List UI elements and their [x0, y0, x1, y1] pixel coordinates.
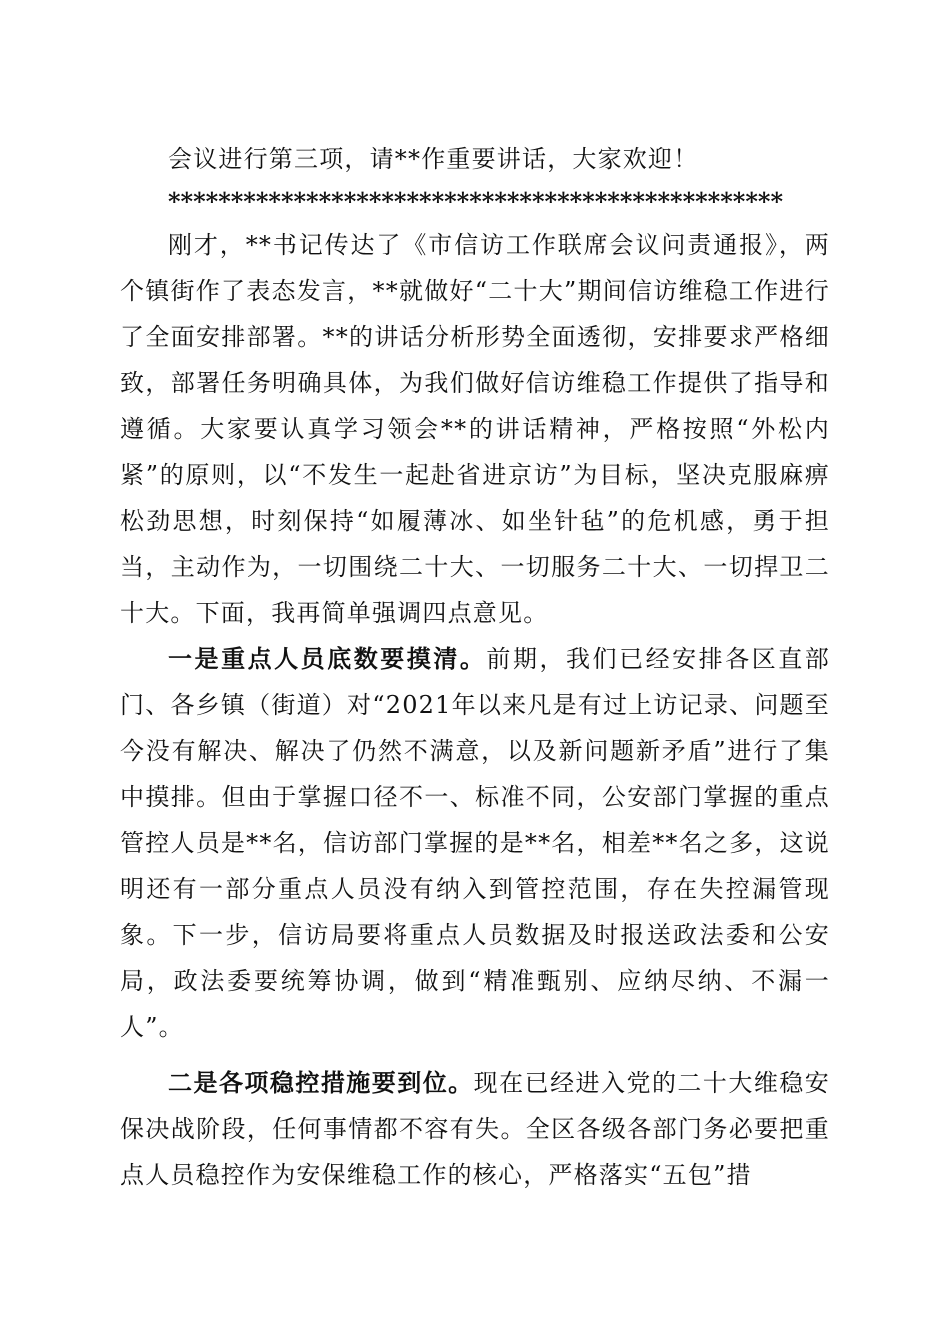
separator-line: *************************************************: [168, 187, 783, 216]
point-one-text: 前期，我们已经安排各区直部门、各乡镇（街道）对“2021年以来凡是有过上访记录、问题至今没有解决、解决了仍然不满意，以及新问题新矛盾”进行了集中摸排。但由于掌握口径不一、标准不同，公安部门掌握的重点管控人员是**名，信访部门掌握的是**名，相差**名之多，这说明还有一部分重点人员没有纳入到管控范围，存在失控漏管现象。下一步，信访局要将重点人员数据及时报送政法委和公安局，政法委要统筹协调，做到“精准甄别、应纳尽纳、不漏一人”。: [120, 645, 830, 1041]
paragraph-opening: [120, 222, 830, 636]
document-page: [120, 136, 830, 1198]
paragraph-point-one: [120, 636, 830, 1050]
point-two-text: 现在已经进入党的二十大维稳安保决战阶段，任何事情都不容有失。全区各级各部门务必要把重点人员稳控作为安保维稳工作的核心，严格落实“五包”措: [120, 1069, 830, 1189]
point-one-heading: 一是重点人员底数要摸清。: [168, 644, 487, 673]
paragraph-point-two: [120, 1060, 830, 1198]
intro-line: 会议进行第三项，请**作重要讲话，大家欢迎！: [168, 145, 699, 173]
point-two-heading: 二是各项稳控措施要到位。: [168, 1068, 474, 1097]
paragraph-opening-text: 刚才，**书记传达了《市信访工作联席会议问责通报》，两个镇街作了表态发言，**就做好“二十大”期间信访维稳工作进行了全面安排部署。**的讲话分析形势全面透彻，安排要求严格细致，部署任务明确具体，为我们做好信访维稳工作提供了指导和遵循。大家要认真学习领会**的讲话精神，严格按照“外松内紧”的原则，以“不发生一起赴省进京访”为目标，坚决克服麻痹松劲思想，时刻保持“如履薄冰、如坐针毡”的危机感，勇于担当，主动作为，一切围绕二十大、一切服务二十大、一切捍卫二十大。下面，我再简单强调四点意见。: [120, 231, 830, 627]
